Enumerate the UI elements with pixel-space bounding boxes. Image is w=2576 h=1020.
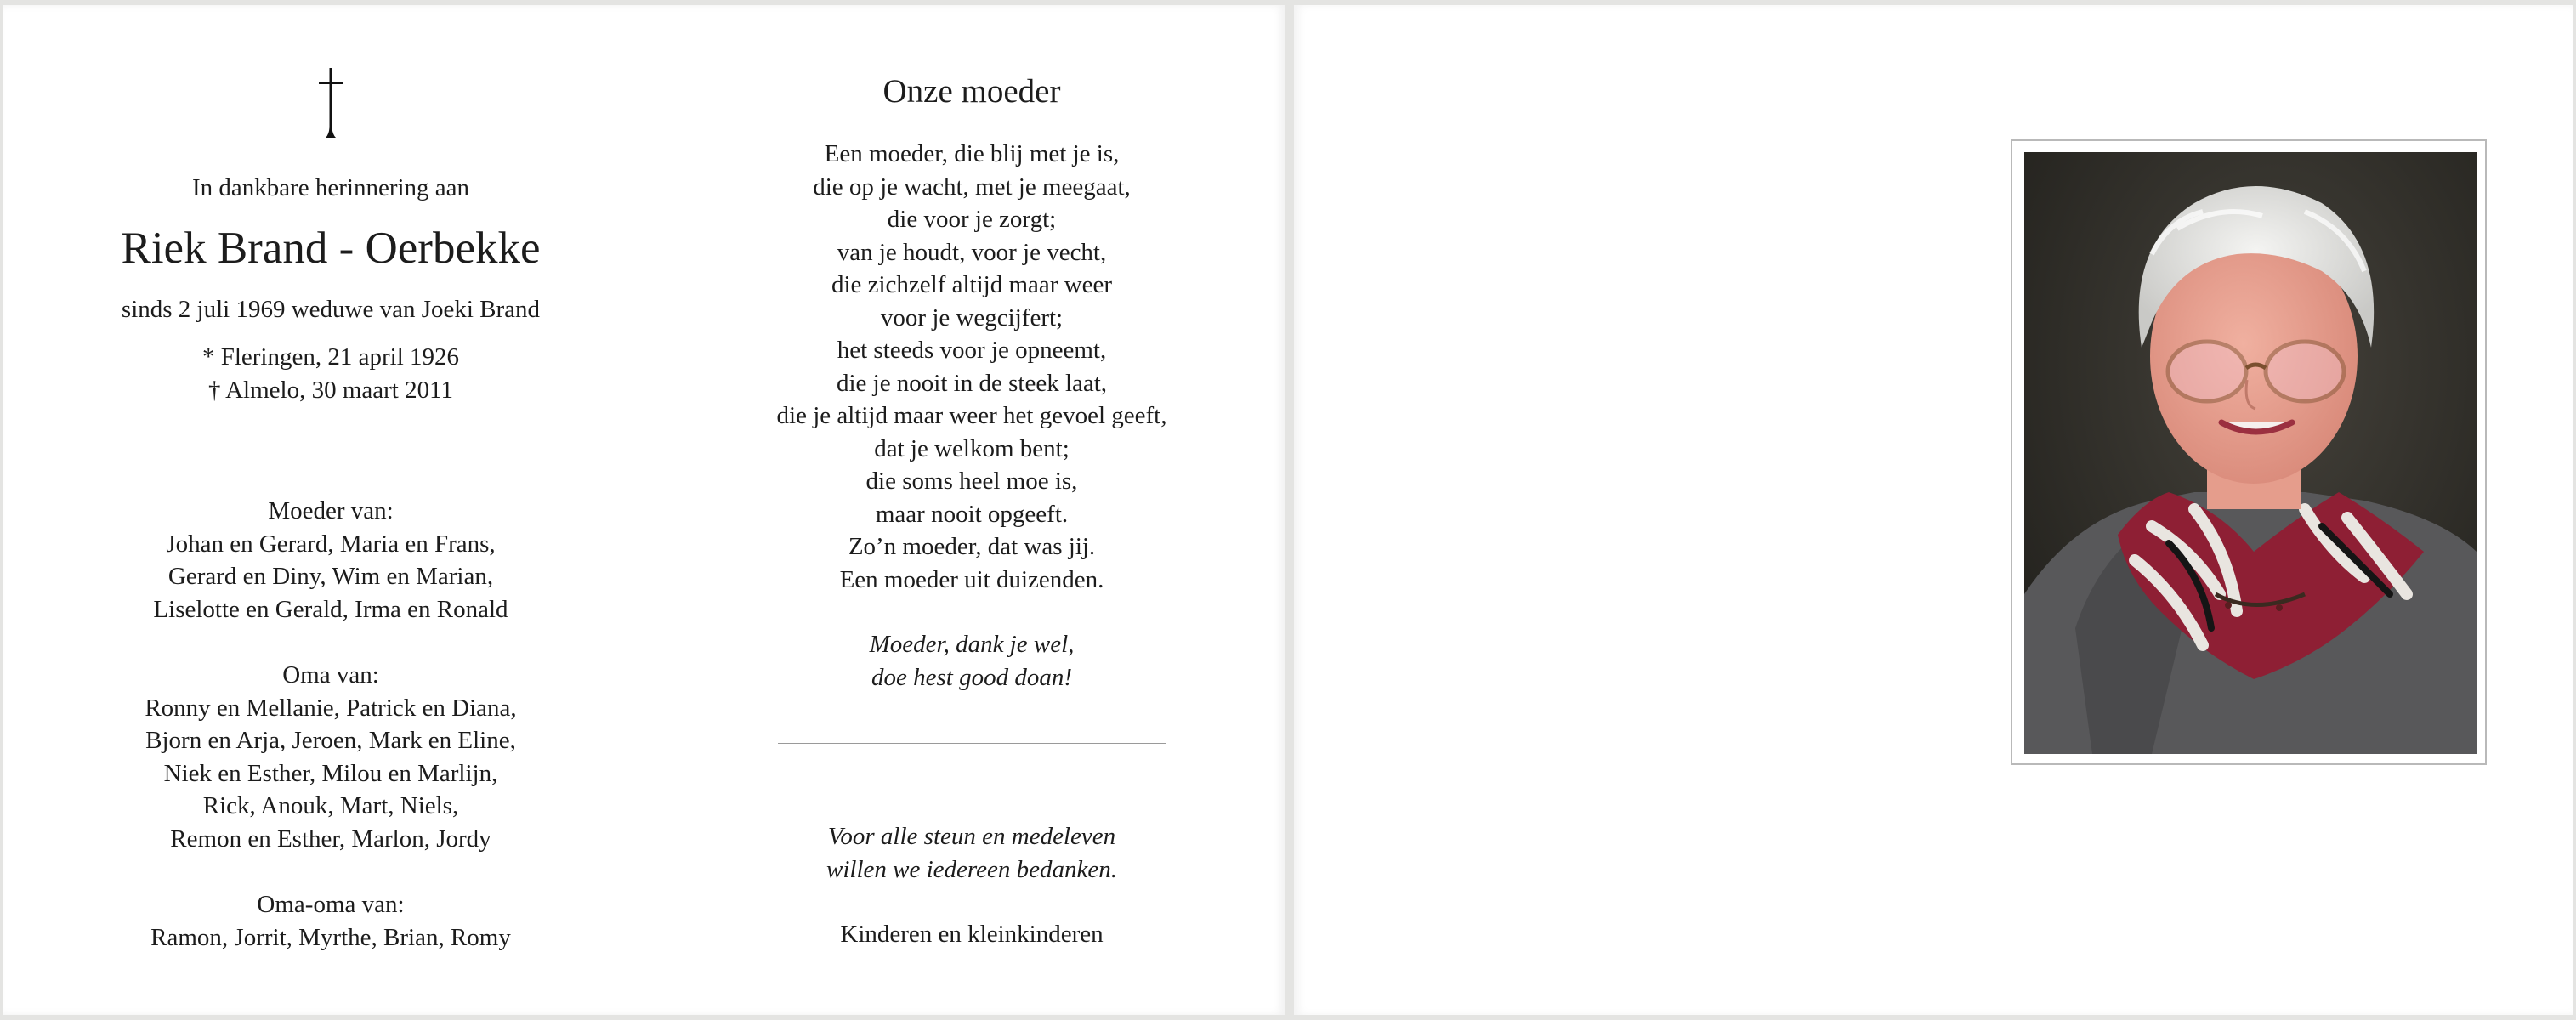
poem-line: die voor je zorgt; [887,206,1057,233]
poem-line: van je houdt, voor je vecht, [837,238,1107,266]
poem-line: voor je wegcijfert; [880,303,1064,332]
poem-line: Een moeder uit duizenden. [839,565,1104,593]
card-right-page [1294,5,2573,1015]
poem-column [658,66,1285,951]
closing-line: Moeder, dank je wel, [869,631,1075,658]
death-line: † Almelo, 30 maart 2011 [207,376,454,404]
relation-line: Ronny en Mellanie, Patrick en Diana, [145,694,517,722]
relation-line: Ramon, Jorrit, Myrthe, Brian, Romy [150,923,511,951]
divider-line [778,743,1166,744]
relation-block-children [3,495,658,626]
intro-text: In dankbare herinnering aan [191,174,470,201]
poem-line: maar nooit opgeeft. [875,500,1069,528]
widow-line: sinds 2 juli 1969 weduwe van Joeki Brand [121,295,541,323]
relation-block-grandchildren [3,659,658,855]
poem-line: Zo’n moeder, dat was jij. [848,533,1096,560]
portrait-photo [2024,152,2477,754]
birth-line: * Fleringen, 21 april 1926 [201,343,460,371]
poem-line: het steeds voor je opneemt, [837,337,1107,364]
relation-line: Rick, Anouk, Mart, Niels, [202,792,459,819]
relation-line: Johan en Gerard, Maria en Frans, [166,530,496,558]
poem-line: die soms heel moe is, [865,468,1078,495]
relation-heading: Oma-oma van: [257,891,405,918]
poem-line: die op je wacht, met je meegaat, [813,173,1131,201]
relation-heading: Oma van: [282,661,379,688]
relation-line: Remon en Esther, Marlon, Jordy [170,824,491,853]
poem-line: Een moeder, die blij met je is, [824,140,1120,167]
thanks-line: Voor alle steun en medeleven [827,823,1116,850]
deceased-name: Riek Brand - Oerbekke [121,223,541,273]
relation-block-great-grandchildren [3,888,658,954]
thanks-line: willen we iedereen bedanken. [826,855,1117,883]
poem-body [658,138,1285,596]
relation-line: Liselotte en Gerald, Irma en Ronald [153,595,508,623]
poem-line: die je altijd maar weer het gevoel geeft, [776,402,1167,429]
thanks-message [658,820,1285,886]
latin-cross-icon [312,66,349,139]
photo-frame [2011,139,2487,765]
relation-heading: Moeder van: [268,497,394,524]
poem-title: Onze moeder [882,73,1061,110]
relation-line: Gerard en Diny, Wim en Marian, [167,563,494,590]
poem-line: die je nooit in de steek laat, [836,369,1108,397]
closing-line: doe hest good doan! [871,663,1072,691]
poem-closing [658,628,1285,694]
signoff-text: Kinderen en kleinkinderen [840,921,1104,948]
poem-line: dat je welkom bent; [874,434,1070,462]
memorial-text-column [3,66,658,954]
poem-line: die zichzelf altijd maar weer [831,271,1113,298]
card-left-page [3,5,1285,1015]
relation-line: Bjorn en Arja, Jeroen, Mark en Eline, [145,727,516,754]
relation-line: Niek en Esther, Milou en Marlijn, [163,759,498,787]
